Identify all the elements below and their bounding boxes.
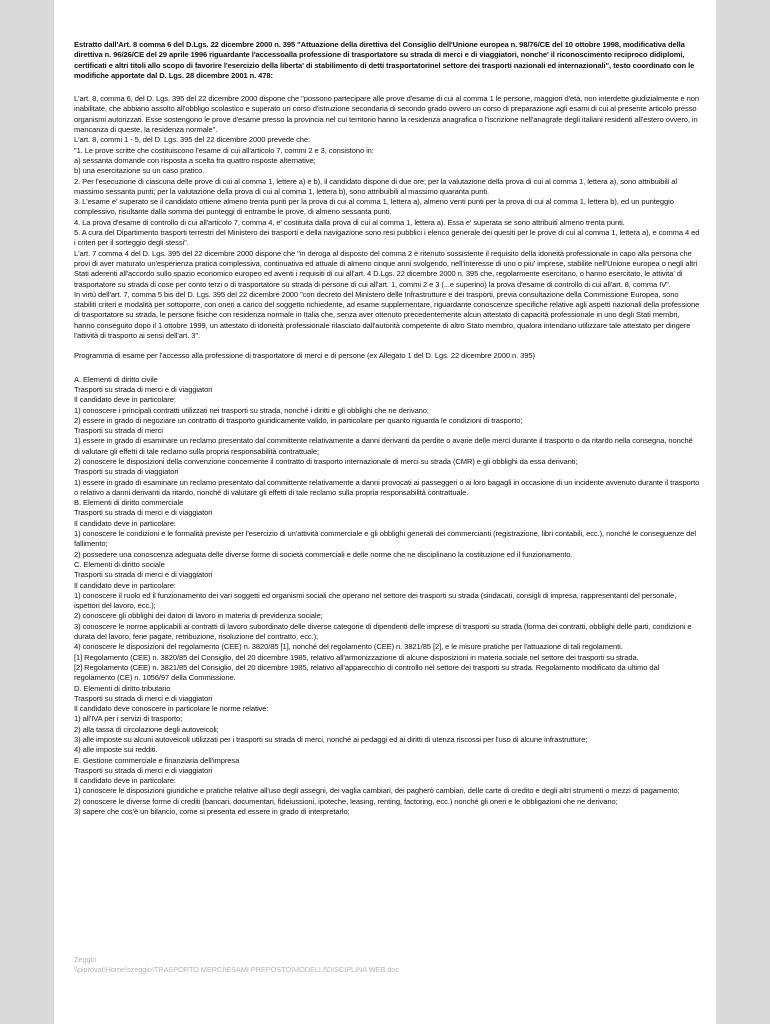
list-item: 4) conoscere le disposizioni del regolamento (CEE) n. 3820/85 [1], nonché del regolamento (CEE) n. 3821/85 [2], e le misure pratiche per l'attuazione di tali regolamenti. [74,642,623,652]
subsection-heading: Trasporti su strada di merci e di viaggiatori [74,693,213,703]
exam-program [74,375,700,818]
subsection-heading: Trasporti su strada di viaggiatori [74,467,179,477]
list-item: 1) all'IVA per i servizi di trasporto; [74,714,183,724]
subsection-heading: Trasporti su strada di merci e di viaggiatori [74,384,213,394]
paragraph: L'art. 7 comma 4 del D. Lgs. 395 del 22 dicembre 2000 dispone che "in deroga al disposto del comma 2 è ritenuto sussistente il requisito della idoneità professionale in capo alla persona che provi di aver maturato un'esperienza pratica complessiva, continuativa ed attuale di almeno cinque anni svolgendo, nell'interesse di uno o piu' imprese, stabilite nell'Unione europea o negli altri Stati aderenti all'accordo sullo spazio economico europeo ed aventi i requisiti di cui all'art. 4 D.Lgs. 22 dicembre 2000 n. 395 che, regolarmente esercitano, o hanno esercitato, le attivita' di trasportatore su strada di cose per conto terzi o di trasportatore su strada di persone di cui all'art. 1, commi 2 e 3 (...e superino) la prova d'esame di controllo di cui all'art. 8, comma IV". [74,248,698,289]
paragraph: b) una esercitazione su un caso pratico. [74,166,205,176]
spacer [74,362,700,375]
paragraph: 5. A cura del Dipartimento trasporti terrestri del Ministero dei trasporti e della navigazione sono resi pubblici i elenco generale dei quesiti per le prove di cui al comma 1, lettera a), e comma 4 ed i criteri per il sorteggio degli stessi". [74,228,700,248]
subsection-heading: Trasporti su strada di merci e di viaggiatori [74,765,213,775]
paragraph: 3. L'esame e' superato se il candidato ottiene almeno trenta punti per la prova di cui al comma 1, lettera a), almeno venti punti per la prova di cui al comma 1, lettera b), ed un punteggio complessivo, risultante dalla somma dei punteggi di entrambe le prove, di almeno sessanta punti. [74,197,674,217]
list-item: 3) sapere che cos'è un bilancio, come si presenta ed essere in grado di interpretarlo; [74,807,350,817]
section-heading: D. Elementi di diritto tributario [74,683,171,693]
section-heading: A. Elementi di diritto civile [74,374,158,384]
list-item: 2) possedere una conoscenza adeguata delle diverse forme di società commerciali e delle norme che ne disciplinano la costituzione ed il funzionamento. [74,549,573,559]
list-item: 1) conoscere i principali contratti utilizzati nei trasporti su strada, nonché i diritti e gli obblighi che ne derivano; [74,405,429,415]
list-item: 1) essere in grado di esaminare un reclamo presentato dal committente relativamente a danni provocati ai passeggeri o ai loro bagagli in occasione di un incidente avvenuto durante il trasporto o relativo a danni derivanti da ritardo, nonché di valutare gli effetti di tale reclamo sulla propria responsabilità contrattuale. [74,477,700,497]
section-heading: E. Gestione commerciale e finanziaria dell'impresa [74,755,240,765]
subsection-heading: Trasporti su strada di merci e di viaggiatori [74,508,213,518]
footer-file-path: \\piprovat\Home\szeggio\TRASPORTO MERCI\ESAMI PREPOSTO\MODELLI\DISCIPLINA WEB.doc [74,965,399,975]
paragraph: L'art. 8, commi 1 - 5, del D. Lgs. 395 del 22 dicembre 2000 prevede che: [74,135,311,145]
list-intro: Il candidato deve in particolare: [74,395,176,405]
intro-block [74,94,700,341]
list-item: 2) alla tassa di circolazione degli autoveicoli; [74,724,219,734]
document-page [54,0,716,1024]
subsection-heading: Trasporti su strada di merci e di viaggiatori [74,570,213,580]
paragraph: a) sessanta domande con risposta a scelta fra quattro risposte alternative; [74,155,316,165]
list-item: 1) conoscere il ruolo ed il funzionamento dei vari soggetti ed organismi sociali che operano nel settore dei trasporti su strada (sindacati, consigli di impresa, rappresentanti del personale, ispettori del lavoro, ecc.); [74,590,677,611]
list-intro: Il candidato deve in particolare: [74,518,176,528]
section-heading: C. Elementi di diritto sociale [74,559,165,569]
paragraph: "1. Le prove scritte che costituiscono l'esame di cui all'articolo 7, commi 2 e 3, consistono in: [74,145,374,155]
list-intro: Il candidato deve conoscere in particolare le norme relative: [74,704,269,714]
list-item: 2) conoscere le disposizioni della convenzione concernente il contratto di trasporto internazionale di merci su strada (CMR) e gli obblighi da essa derivanti; [74,456,578,466]
list-item: 2) conoscere gli obblighi dei datori di lavoro in materia di previdenza sociale; [74,611,323,621]
list-intro: Il candidato deve in particolare: [74,580,176,590]
list-item: 2) essere in grado di negoziare un contratto di trasporto giuridicamente valido, in particolare per quanto riguarda le condizioni di trasporto; [74,415,523,425]
page-footer [74,955,399,976]
list-item: 3) alle imposte su alcuni autoveicoli utilizzati per i trasporti su strada di merci, nonché ai pedaggi ed ai diritti di utenza riscossi per l'uso di alcune infrastrutture; [74,735,588,744]
list-item: 1) essere in grado di esaminare un reclamo presentato dal committente relativamente a danni derivanti da perdite o avarie delle merci durante il trasporto o da ritardo nella consegna, nonché di valutare gli effetti di tale reclamo sulla propria responsabilità contrattuale; [74,436,693,456]
footnote: [1] Regolamento (CEE) n. 3820/85 del Consiglio, del 20 dicembre 1985, relativo all'armonizzazione di alcune disposizioni in materia sociale nel settore dei trasporti su strada. [74,652,639,662]
document-title: Estratto dall'Art. 8 comma 6 del D.Lgs. 22 dicembre 2000 n. 395 "Attuazione della direttiva del Consiglio dell'Unione europea n. 98/76/CE del 10 ottobre 1998, modificativa della direttiva n. 96/26/CE del 29 aprile 1996 riguardante l'accessoalla professione di trasportatore su strada di merci e di viaggiatori, nonche' il riconoscimento reciproco didiplomi, certificati e altri titoli allo scopo di favorire l'esercizio della liberta' di stabilimento di detti trasportatorinel settore dei trasporti nazionali ed internazionali", testo coordinato con le modifiche apportate dal D. Lgs. 28 dicembre 2001 n. 478: [74,40,695,80]
spacer [74,341,700,351]
list-item: 1) conoscere le disposizioni giuridiche e pratiche relative all'uso degli assegni, dei vaglia cambiari, dei pagherò cambiari, delle carte di credito e degli altri strumenti o mezzi di pagamento; [74,786,680,796]
programma-heading: Programma di esame per l'accesso alla professione di trasportatore di merci e di persone (ex Allegato 1 del D. Lgs. 22 dicembre 2000 n. 395) [74,351,535,361]
list-item: 3) conoscere le norme applicabili ai contratti di lavoro subordinato delle diverse categorie di dipendenti delle imprese di trasporti su strada (forma dei contratti, obblighi delle parti, condizioni e durata del lavoro, ferie pagate, retribuzione, risoluzione del contratto, ecc.); [74,621,692,642]
list-item: 2) conoscere le diverse forme di crediti (bancari, documentari, fideiussioni, ipoteche, leasing, renting, factoring, ecc.) nonché gli oneri e le obbligazioni che ne derivano; [74,796,618,806]
subsection-heading: Trasporti su strada di merci [74,426,163,436]
list-item: 4) alle imposte sui redditi. [74,745,158,755]
paragraph: In virtù dell'art. 7, comma 5 bis del D. Lgs. 395 del 22 dicembre 2000 "con decreto del Ministero delle Infrastrutture e dei trasporti, previa consultazione della Commissione Europea, sono stabiliti criteri e modalità per sottoporre, con oneri a carico del soggetto richiedente, ad esame supplementare, riguardante conoscenze specifiche relative agli aspetti nazionali della professione di trasportatore su strada, le persone fisiche con residenza normale in Italia che, senza aver ottenuto precedentemente alcun attestato di capacità professionale in uno degli Stati membri, hanno conseguito dopo il 1 ottobre 1999, un attestato di idoneità professionale rilasciato dall'autorità competente di altro Stato membro, qualora intendano utilizzare tale attestato per dirigere l'attività di trasporto ai sensi dell'art. 3". [74,289,700,341]
list-intro: Il candidato deve in particolare: [74,776,176,786]
paragraph: 4. La prova d'esame di controllo di cui all'articolo 7, comma 4, e' costituita dalla prova di cui al comma 1, lettera a). Essa e' superata se sono attribuiti almeno trenta punti. [74,217,625,227]
paragraph: L'art. 8, comma 6, del D. Lgs. 395 del 22 dicembre 2000 dispone che "possono partecipare alle prove d'esame di cui al comma 1 le persone, maggiori d'età, non interdette giudizialmente e non inabilitate, che abbiano assolto all'obbligo scolastico e superato un corso d'istruzione secondaria di secondo grado ovvero un corso di preparazione agli esami di cui al presente articolo presso organismi autorizzati. Esse sostengono le prove d'esame presso la provincia nel cui territorio hanno la residenza anagrafica o l'iscrizione nell'anagrafe degli italiani residenti all'estero ovvero, in mancanza di queste, la residenza normale". [74,94,699,135]
section-heading: B. Elementi di diritto commerciale [74,498,184,508]
list-item: 1) conoscere le condizioni e le formalità previste per l'esercizio di un'attività commerciale e gli obblighi generali dei commercianti (registrazione, libri contabili, ecc.), nonché le conseguenze del fallimento; [74,529,696,549]
paragraph: 2. Per l'esecuzione di ciascuna delle prove di cui al comma 1, lettere a) e b), il candidato dispone di due ore; per la valutazione della prova di cui al comma 1, lettera a), sono attribuibili al massimo sessanta punti; per la valutazione della prova di cui al comma 1, lettera b), sono attribuibili al massimo quaranta punti. [74,176,677,196]
footnote: [2] Regolamento (CEE) n. 3821/85 del Consiglio, del 20 dicembre 1985, relativo all'apparecchio di controllo nel settore dei trasporti su strada. Regolamento modificato da ultimo dal regolamento (CE) n. 1056/97 della Commissione. [74,662,660,683]
footer-author: Zeggio [74,955,97,964]
